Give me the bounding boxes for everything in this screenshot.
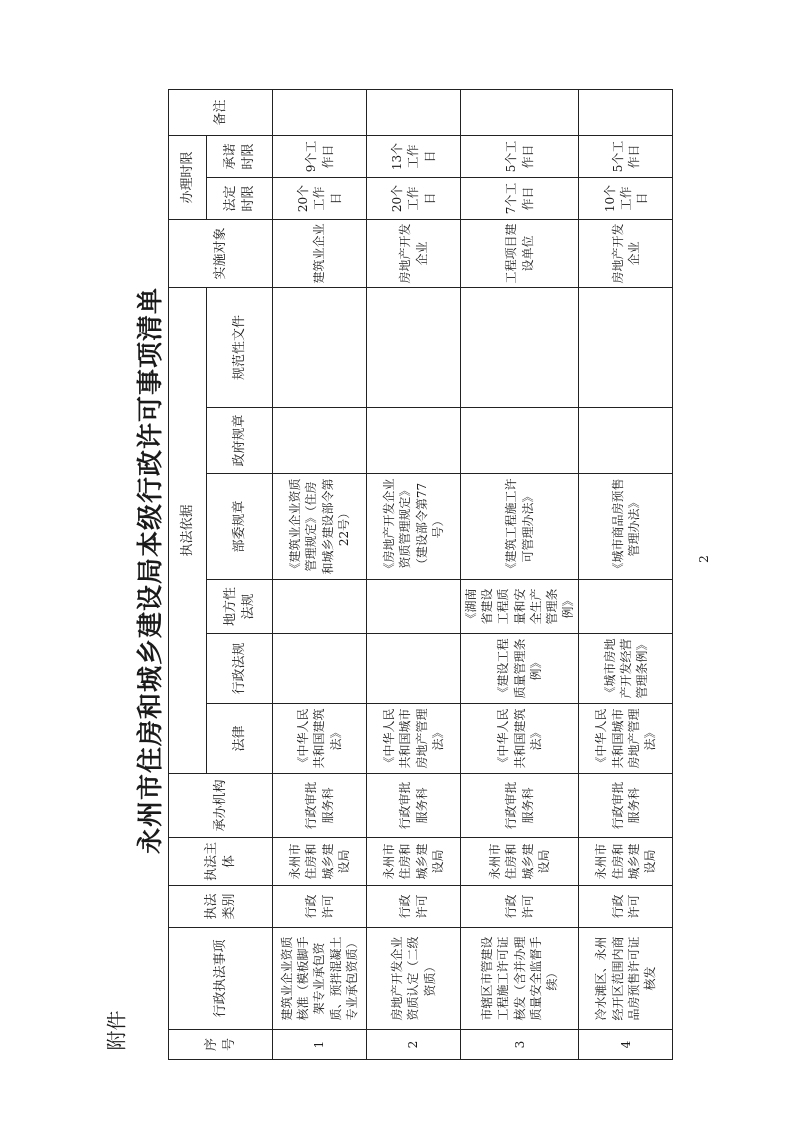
- header-seq: 序号: [169, 1030, 273, 1060]
- cell-agency: 行政审批服务科: [367, 774, 461, 838]
- document-title: 永州市住房和城乡建设局本级行政许可事项清单: [135, 286, 166, 854]
- cell-subject: 永州市住房和城乡建设局: [579, 838, 673, 886]
- cell-admin-reg: 《城市房地产开发经营管理条例》: [579, 634, 673, 704]
- cell-local-reg: 《湖南省建设工程质量和安全生产管理条例》: [461, 580, 579, 634]
- table-row: [273, 89, 367, 1059]
- cell-legal-limit: 20个工作日: [367, 177, 461, 219]
- cell-norm-doc: [367, 287, 461, 407]
- cell-item: 冷水滩区、永州经开区范围内商品房预售许可证核发: [579, 928, 673, 1030]
- cell-target: 房地产开发企业: [579, 219, 673, 287]
- cell-category: 行政许可: [579, 886, 673, 928]
- header-time-limit: 办理时限: [169, 135, 207, 219]
- cell-dept-rule: 《房地产开发企业资质管理规定》（建设部令第77号）: [367, 474, 461, 580]
- cell-gov-rule: [367, 408, 461, 474]
- cell-subject: 永州市住房和城乡建设局: [273, 838, 367, 886]
- cell-seq: 1: [273, 1030, 367, 1060]
- cell-agency: 行政审批服务科: [273, 774, 367, 838]
- cell-category: 行政许可: [367, 886, 461, 928]
- cell-promise-limit: 9个工作日: [273, 135, 367, 177]
- cell-dept-rule: 《建筑工程施工许可管理办法》: [461, 474, 579, 580]
- cell-target: 工程项目建设单位: [461, 219, 579, 287]
- cell-dept-rule: 《城市商品房预售管理办法》: [579, 474, 673, 580]
- cell-seq: 4: [579, 1030, 673, 1060]
- cell-remark: [273, 89, 367, 135]
- header-gov-rule: 政府规章: [207, 408, 273, 474]
- cell-agency: 行政审批服务科: [461, 774, 579, 838]
- header-law: 法律: [207, 704, 273, 774]
- header-row-1: [169, 89, 207, 1059]
- cell-subject: 永州市住房和城乡建设局: [367, 838, 461, 886]
- cell-category: 行政许可: [273, 886, 367, 928]
- cell-local-reg: [273, 580, 367, 634]
- header-agency: 承办机构: [169, 774, 273, 838]
- cell-item: 市辖区市管建设工程施工许可证核发（含并办理质量安全监督手续）: [461, 928, 579, 1030]
- header-local-reg: 地方性法规: [207, 580, 273, 634]
- header-basis: 执法依据: [169, 287, 207, 773]
- cell-norm-doc: [273, 287, 367, 407]
- cell-target: 房地产开发企业: [367, 219, 461, 287]
- cell-admin-reg: [273, 634, 367, 704]
- header-remark: 备注: [169, 89, 273, 135]
- cell-local-reg: [579, 580, 673, 634]
- cell-local-reg: [367, 580, 461, 634]
- cell-target: 建筑业企业: [273, 219, 367, 287]
- document-title-wrap: [128, 286, 168, 854]
- header-norm-doc: 规范性文件: [207, 287, 273, 407]
- cell-dept-rule: 《建筑业企业资质管理规定》（住房和城乡建设部令第22号）: [273, 474, 367, 580]
- cell-gov-rule: [579, 408, 673, 474]
- cell-promise-limit: 5个工作日: [461, 135, 579, 177]
- table-row: [367, 89, 461, 1059]
- header-subject: 执法主体: [169, 838, 273, 886]
- cell-remark: [367, 89, 461, 135]
- rotated-table-wrap: [168, 90, 657, 1060]
- cell-agency: 行政审批服务科: [579, 774, 673, 838]
- header-promise-limit: 承诺时限: [207, 135, 273, 177]
- cell-legal-limit: 10个工作日: [579, 177, 673, 219]
- cell-seq: 3: [461, 1030, 579, 1060]
- attachment-label: 附件: [104, 1010, 129, 1050]
- cell-gov-rule: [273, 408, 367, 474]
- cell-remark: [461, 89, 579, 135]
- header-target: 实施对象: [169, 219, 273, 287]
- page-number: 2: [696, 555, 711, 563]
- cell-law: 《中华人民共和国城市房地产管理法》: [367, 704, 461, 774]
- cell-remark: [579, 89, 673, 135]
- header-dept-rule: 部委规章: [207, 474, 273, 580]
- cell-category: 行政许可: [461, 886, 579, 928]
- header-item: 行政执法事项: [169, 928, 273, 1030]
- cell-admin-reg: [367, 634, 461, 704]
- cell-item: 建筑业企业资质核准（模板脚手架专业承包资质、预拌混凝土专业承包资质）: [273, 928, 367, 1030]
- permit-items-table: [168, 89, 673, 1060]
- cell-promise-limit: 13个工作日: [367, 135, 461, 177]
- cell-subject: 永州市住房和城乡建设局: [461, 838, 579, 886]
- cell-law: 《中华人民共和国建筑法》: [461, 704, 579, 774]
- cell-norm-doc: [461, 287, 579, 407]
- cell-law: 《中华人民共和国城市房地产管理法》: [579, 704, 673, 774]
- table-row: [461, 89, 579, 1059]
- header-category: 执法类别: [169, 886, 273, 928]
- cell-seq: 2: [367, 1030, 461, 1060]
- cell-legal-limit: 7个工作日: [461, 177, 579, 219]
- cell-norm-doc: [579, 287, 673, 407]
- cell-promise-limit: 5个工作日: [579, 135, 673, 177]
- cell-gov-rule: [461, 408, 579, 474]
- cell-item: 房地产开发企业资质认定（二级资质）: [367, 928, 461, 1030]
- table-row: [579, 89, 673, 1059]
- cell-admin-reg: 《建设工程质量管理条例》: [461, 634, 579, 704]
- header-admin-reg: 行政法规: [207, 634, 273, 704]
- header-legal-limit: 法定时限: [207, 177, 273, 219]
- cell-legal-limit: 20个工作日: [273, 177, 367, 219]
- cell-law: 《中华人民共和国建筑法》: [273, 704, 367, 774]
